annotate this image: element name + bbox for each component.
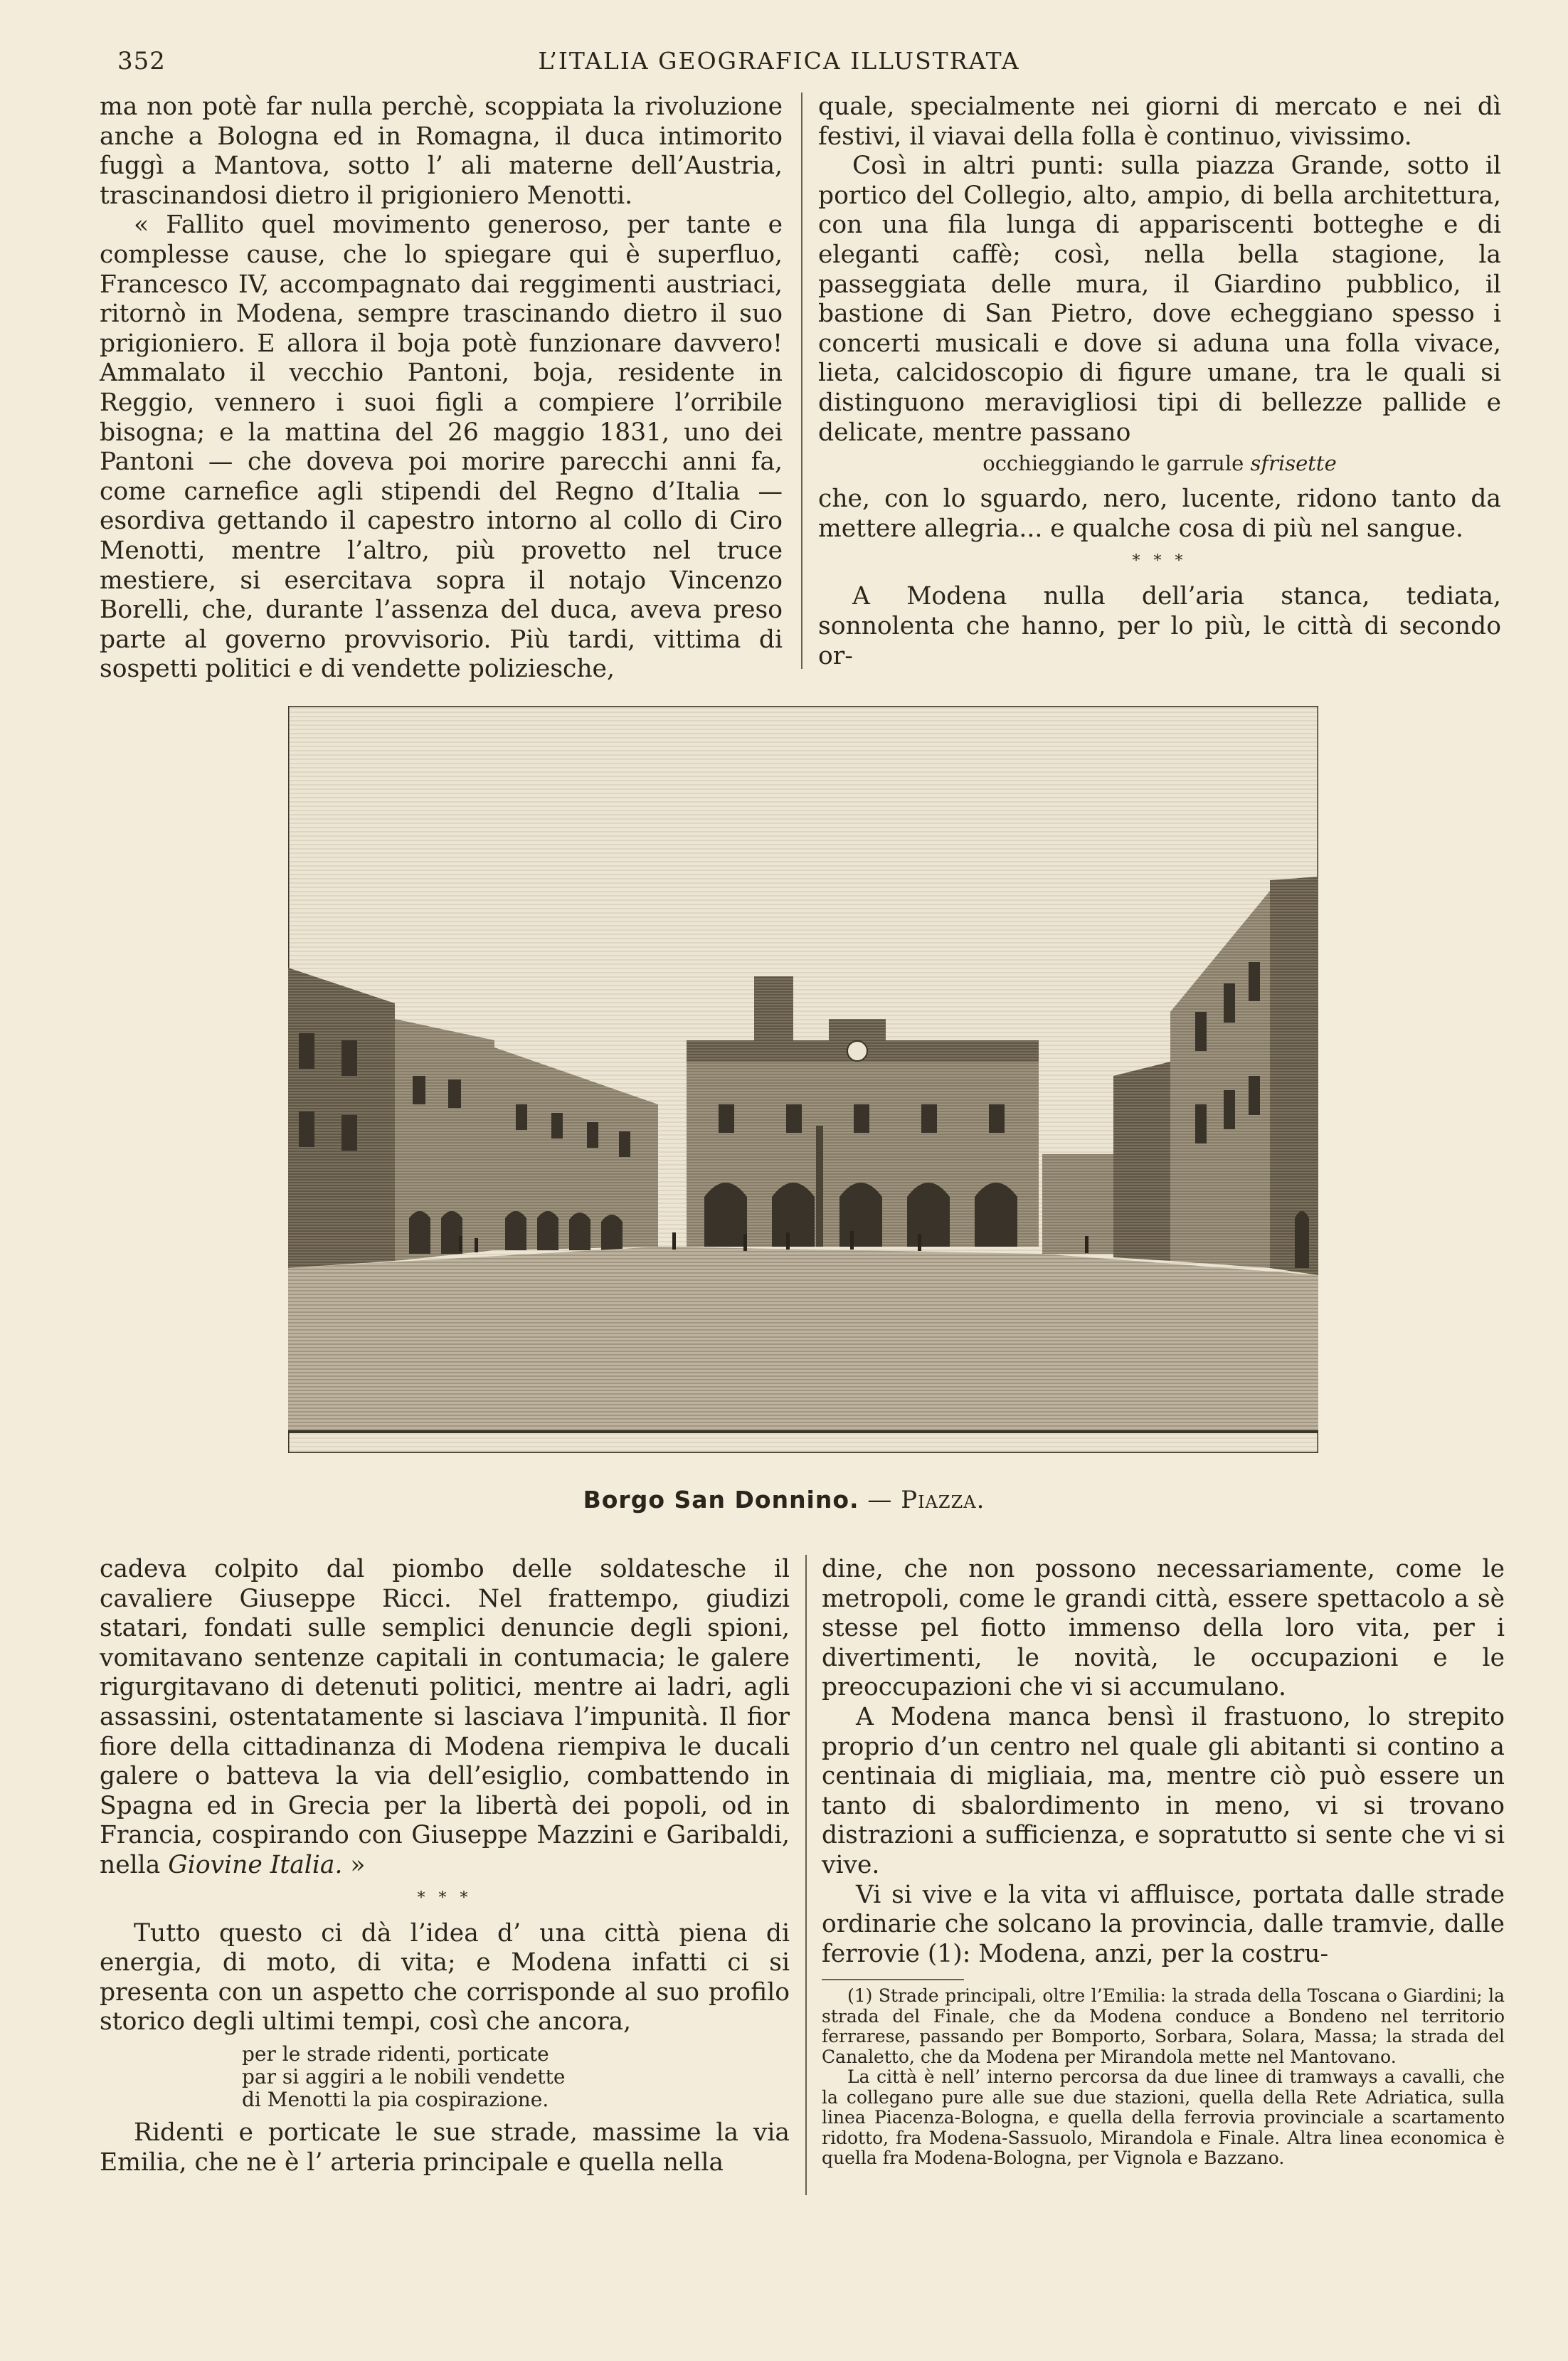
verse-quote <box>818 452 1501 475</box>
verse-line: di Menotti la pia cospirazione. <box>242 2087 549 2111</box>
verse-text: occhieggiando le garrule <box>982 451 1244 476</box>
page-number: 352 <box>117 47 166 75</box>
italic-title: Giovine Italia. <box>168 1850 343 1879</box>
column-bottom-right <box>822 1555 1505 2169</box>
paragraph: A Modena manca bensì il frastuono, lo strepito proprio d’un centro nel quale gli abitanti si contino a centinaia di migliaia, ma, mentre ciò può essere un tanto di sbalordimento in meno, vi si trovano distrazioni a sufficienza, e sopratutto si sente che vi si vive. <box>822 1702 1505 1879</box>
paragraph <box>100 1555 790 1881</box>
column-divider <box>805 1555 807 2195</box>
paragraph: Così in altri punti: sulla piazza Grande, sotto il portico del Collegio, alto, ampio, di bella architettura, con una fila lunga di appariscenti botteghe e di eleganti caffè; così, nella bella stagione, la passeggiata delle mura, il Giardino pubblico, il bastione di San Pietro, dove echeggiano spesso i concerti musicali e dove si aduna una folla vivace, lieta, calcidoscopio di figure umane, tra le quali si distinguono meravigliosi tipi di bellezze pallide e delicate, mentre passano <box>818 152 1501 447</box>
verse-quote <box>100 2043 790 2111</box>
paragraph: A Modena nulla dell’aria stanca, tediata, sonnolenta che hanno, per lo più, le città di secondo or- <box>818 582 1501 670</box>
figure-caption <box>0 1486 1568 1514</box>
piazza-engraving <box>288 706 1318 1453</box>
paragraph-text: cadeva colpito dal piombo delle soldatesche il cavaliere Giuseppe Ricci. Nel frattempo, giudizi statari, fondati sulle semplici denuncie degli spioni, vomitavano sentenze capitali in contumacia; le galere rigurgitavano di detenuti politici, mentre ai ladri, agli assassini, ostentatamente si lasciava l’impunità. Il fior fiore della cittadinanza di Modena riempiva le ducali galere o batteva la via dell’esiglio, combattendo in Spagna ed in Grecia per la libertà dei popoli, od in Francia, cospirando con Giuseppe Mazzini e Garibaldi, nella <box>100 1555 790 1879</box>
caption-subject: Piazza. <box>901 1486 985 1514</box>
caption-place: Borgo San Donnino. <box>583 1486 859 1514</box>
paragraph: dine, che non possono necessariamente, come le metropoli, come le grandi città, essere spettacolo a sè stesse pel fiotto immenso della loro vita, per i divertimenti, le novità, le occupazioni e le preoccupazioni che vi si accumulano. <box>822 1555 1505 1702</box>
asterism: * * * <box>1132 552 1187 571</box>
footnote: (1) Strade principali, oltre l’Emilia: la strada della Toscana o Giardini; la strada del Finale, che da Modena conduce a Bondeno nel territorio ferrarese, passando per Bomporto, Sorbara, Solara, Massa; la strada del Canaletto, che da Modena per Mirandola mette nel Mantovano. <box>822 1985 1505 2067</box>
paragraph: ma non potè far nulla perchè, scoppiata la rivoluzione anche a Bologna ed in Romagna, il duca intimorito fuggì a Mantova, sotto l’ ali materne dell’Austria, trascinandosi dietro il prigioniero Menotti. <box>100 93 783 210</box>
caption-dash: — <box>867 1486 893 1514</box>
paragraph: Vi si vive e la vita vi affluisce, portata dalle strade ordinarie che solcano la provincia, dalle tramvie, dalle ferrovie (1): Modena, anzi, per la costru- <box>822 1880 1505 1968</box>
paragraph: che, con lo sguardo, nero, lucente, ridono tanto da mettere allegria... e qualche cosa di più nel sangue. <box>818 485 1501 543</box>
footnotes <box>822 1986 1505 2169</box>
column-divider <box>801 93 802 669</box>
closing-quote: » <box>350 1850 366 1879</box>
verse-italic: sfrisette <box>1250 451 1337 476</box>
column-bottom-left <box>100 1555 790 2177</box>
engraving-illustration <box>288 706 1318 1453</box>
footnote: La città è nell’ interno percorsa da due linee di tramways a cavalli, che la collegano pure alle sue due stazioni, quella della Rete Adriatica, sulla linea Piacenza-Bologna, e quella della ferrovia provinciale a scartamento ridotto, fra Modena-Sassuolo, Mirandola e Finale. Altra linea economica è quella fra Modena-Bologna, per Vignola e Bazzano. <box>822 2066 1505 2169</box>
paragraph: Ridenti e porticate le sue strade, massime la via Emilia, che ne è l’ arteria principale e quella nella <box>100 2118 790 2177</box>
verse-line: per le strade ridenti, porticate <box>242 2042 549 2066</box>
verse-line: par si aggiri a le nobili vendette <box>242 2064 566 2088</box>
paragraph: « Fallito quel movimento generoso, per tante e complesse cause, che lo spiegare qui è superfluo, Francesco IV, accompagnato dai reggimenti austriaci, ritornò in Modena, sempre trascinando dietro il suo prigioniero. E allora il boja potè funzionare davvero! Ammalato il vecchio Pantoni, boja, residente in Reggio, vennero i suoi figli a compiere l’orribile bisogna; e la mattina del 26 maggio 1831, uno dei Pantoni — che doveva poi morire parecchi anni fa, come carnefice agli stipendi del Regno d’Italia — esordiva gettando il capestro intorno al collo di Ciro Menotti, mentre l’altro, più provetto nel truce mestiere, si esercitava sopra il notajo Vincenzo Borelli, che, durante l’assenza del duca, aveva preso parte al governo provvisorio. Più tardi, vittima di sospetti politici e di vendette poliziesche, <box>100 211 783 684</box>
running-title: L’ITALIA GEOGRAFICA ILLUSTRATA <box>538 47 1020 75</box>
column-top-right <box>818 93 1501 671</box>
column-top-left <box>100 93 783 685</box>
page-header <box>117 47 1441 83</box>
paragraph: quale, specialmente nei giorni di mercato e nei dì festivi, il viavai della folla è continuo, vivissimo. <box>818 93 1501 151</box>
paragraph: Tutto questo ci dà l’idea d’ una città piena di energia, di moto, di vita; e Modena infatti ci si presenta con un aspetto che corrisponde al suo profilo storico degli ultimi tempi, così che ancora, <box>100 1918 790 2037</box>
asterism: * * * <box>417 1889 472 1907</box>
